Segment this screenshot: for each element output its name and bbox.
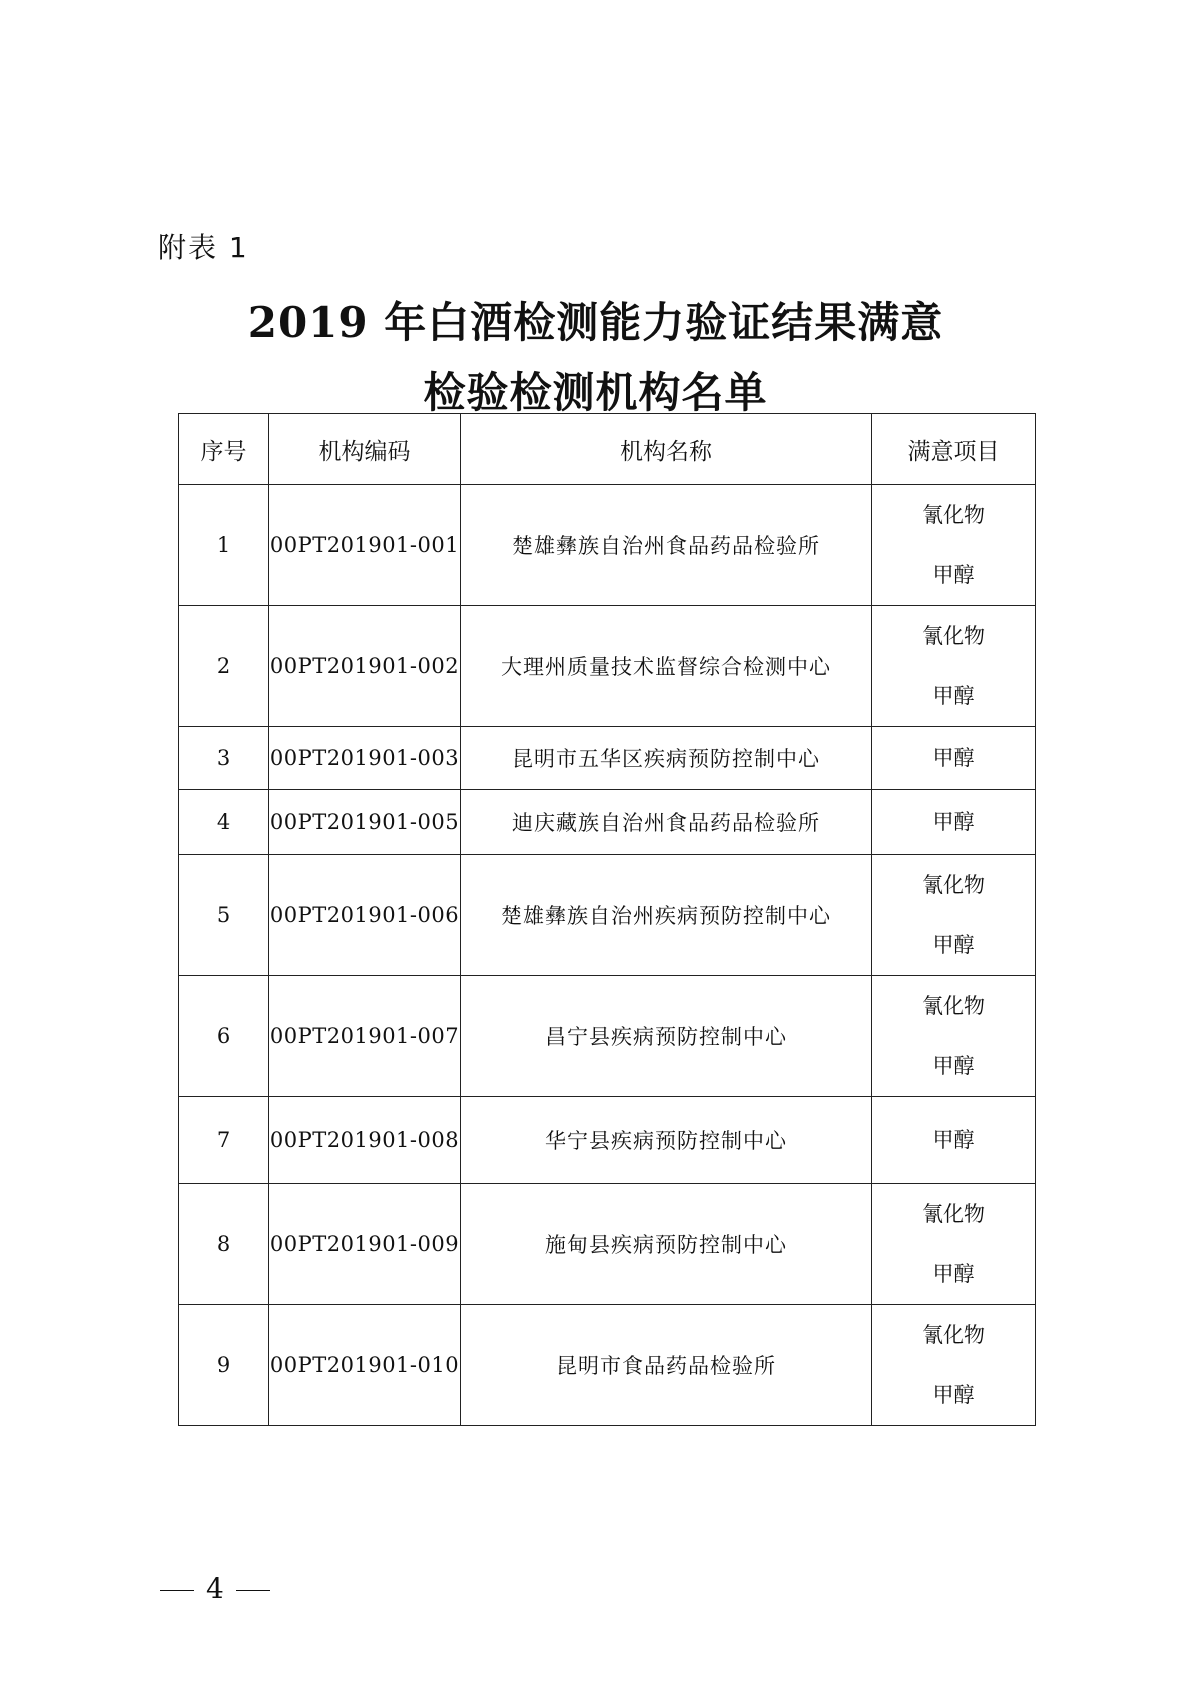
- cell-seq: 6: [179, 976, 269, 1097]
- cell-items: [872, 1097, 1036, 1184]
- cell-seq: 5: [179, 855, 269, 976]
- satisfied-item: 甲醇: [932, 1054, 975, 1078]
- cell-items: [872, 855, 1036, 976]
- cell-name: 昆明市食品药品检验所: [461, 1305, 872, 1426]
- header-items: 满意项目: [872, 414, 1036, 485]
- cell-items: [872, 1305, 1036, 1426]
- table-row: [179, 976, 1036, 1097]
- cell-code: 00PT201901-005: [269, 790, 461, 855]
- satisfied-item: 甲醇: [932, 810, 975, 834]
- cell-name: 楚雄彝族自治州食品药品检验所: [461, 485, 872, 606]
- cell-name: 华宁县疾病预防控制中心: [461, 1097, 872, 1184]
- annex-label: 附表 1: [158, 231, 249, 264]
- cell-seq: 4: [179, 790, 269, 855]
- cell-name: 昆明市五华区疾病预防控制中心: [461, 727, 872, 790]
- table-body: [179, 485, 1036, 1426]
- satisfied-item: 氰化物: [922, 994, 985, 1018]
- cell-items: [872, 606, 1036, 727]
- table-row: [179, 790, 1036, 855]
- satisfied-item: 甲醇: [932, 1128, 975, 1152]
- satisfied-item: 甲醇: [932, 933, 975, 957]
- header-code: 机构编码: [269, 414, 461, 485]
- cell-seq: 1: [179, 485, 269, 606]
- cell-code: 00PT201901-006: [269, 855, 461, 976]
- cell-items: [872, 790, 1036, 855]
- cell-code: 00PT201901-008: [269, 1097, 461, 1184]
- page-number: [160, 1572, 270, 1605]
- institution-table: [178, 413, 1036, 1426]
- satisfied-item: 氰化物: [922, 1323, 985, 1347]
- satisfied-item: 氰化物: [922, 873, 985, 897]
- cell-items: [872, 976, 1036, 1097]
- cell-items: [872, 727, 1036, 790]
- header-name: 机构名称: [461, 414, 872, 485]
- cell-seq: 7: [179, 1097, 269, 1184]
- cell-code: 00PT201901-001: [269, 485, 461, 606]
- cell-code: 00PT201901-002: [269, 606, 461, 727]
- cell-seq: 3: [179, 727, 269, 790]
- page-number-dash-left: [160, 1590, 194, 1591]
- satisfied-item: 甲醇: [932, 563, 975, 587]
- satisfied-item: 氰化物: [922, 1202, 985, 1226]
- page-title-line-1: 2019 年白酒检测能力验证结果满意: [247, 298, 944, 347]
- satisfied-item: 氰化物: [922, 503, 985, 527]
- cell-name: 楚雄彝族自治州疾病预防控制中心: [461, 855, 872, 976]
- cell-seq: 2: [179, 606, 269, 727]
- cell-code: 00PT201901-009: [269, 1184, 461, 1305]
- cell-code: 00PT201901-010: [269, 1305, 461, 1426]
- cell-items: [872, 485, 1036, 606]
- page-title-line-2: 检验检测机构名单: [423, 368, 768, 417]
- header-seq: 序号: [179, 414, 269, 485]
- cell-name: 大理州质量技术监督综合检测中心: [461, 606, 872, 727]
- satisfied-item: 甲醇: [932, 1383, 975, 1407]
- table-row: [179, 1097, 1036, 1184]
- table-row: [179, 1184, 1036, 1305]
- cell-seq: 8: [179, 1184, 269, 1305]
- cell-name: 施甸县疾病预防控制中心: [461, 1184, 872, 1305]
- page-number-value: 4: [206, 1572, 224, 1605]
- cell-name: 迪庆藏族自治州食品药品检验所: [461, 790, 872, 855]
- satisfied-item: 甲醇: [932, 746, 975, 770]
- table-row: [179, 485, 1036, 606]
- satisfied-item: 甲醇: [932, 1262, 975, 1286]
- cell-code: 00PT201901-003: [269, 727, 461, 790]
- satisfied-item: 甲醇: [932, 684, 975, 708]
- cell-code: 00PT201901-007: [269, 976, 461, 1097]
- satisfied-item: 氰化物: [922, 624, 985, 648]
- table-header-row: [179, 414, 1036, 485]
- table-row: [179, 855, 1036, 976]
- cell-seq: 9: [179, 1305, 269, 1426]
- table-row: [179, 606, 1036, 727]
- page-number-dash-right: [236, 1590, 270, 1591]
- table-row: [179, 1305, 1036, 1426]
- table-row: [179, 727, 1036, 790]
- cell-name: 昌宁县疾病预防控制中心: [461, 976, 872, 1097]
- cell-items: [872, 1184, 1036, 1305]
